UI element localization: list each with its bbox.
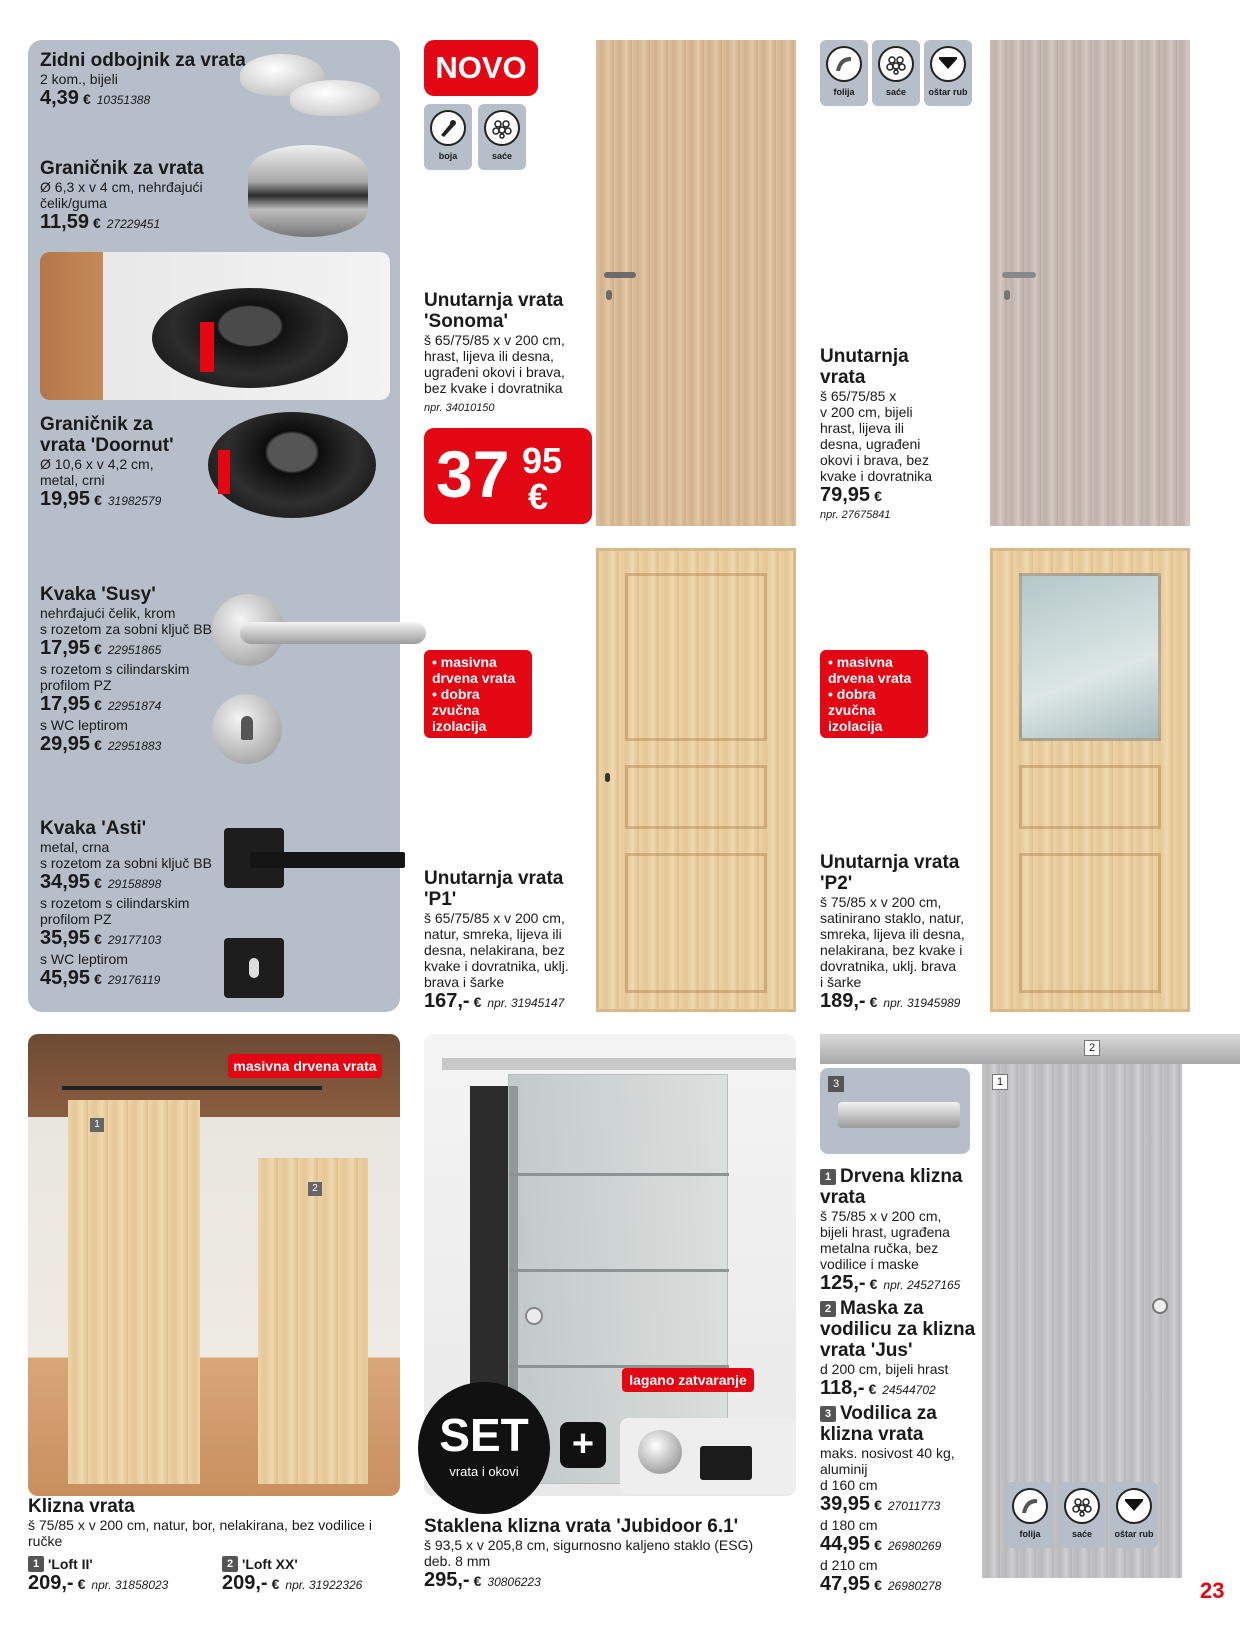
glass-handle (525, 1307, 543, 1325)
currency: € (473, 1573, 482, 1589)
product-desc: s rozetom za sobni ključ BB (40, 621, 212, 637)
doornut-photo (40, 252, 390, 400)
icon-label: oštar rub (1114, 1529, 1154, 1539)
badge-line: • masivna (432, 654, 497, 670)
price-value: 125,- (820, 1272, 866, 1294)
product-desc: š 93,5 x v 205,8 cm, sigurnosno kaljeno staklo (ESG) (424, 1537, 754, 1553)
currency: € (869, 994, 878, 1010)
honeycomb-icon (484, 110, 520, 146)
product-title: 'P2' (820, 873, 853, 894)
product-desc: okovi i brava, bez (820, 452, 929, 468)
product-title: Graničnik za vrata (40, 158, 204, 179)
honeycomb-icon (1064, 1488, 1100, 1524)
product-desc: bez kvake i dovratnika (424, 380, 563, 396)
sharp-edge-icon (1116, 1488, 1152, 1524)
image-label: 2 (308, 1182, 322, 1196)
product-desc: Ø 6,3 x v 4 cm, nehrđajući (40, 179, 203, 195)
product-desc: i šarke (820, 974, 862, 990)
sace-feature (872, 40, 920, 106)
article-code: npr. 31858023 (91, 1578, 169, 1592)
handle-susy-image (240, 622, 426, 644)
currency: € (869, 1276, 878, 1292)
product-desc: desna, ugrađeni (820, 436, 921, 452)
product-desc: aluminij (820, 1461, 868, 1477)
badge-line: izolacija (432, 718, 487, 734)
article-code: 31982579 (107, 494, 162, 508)
ostar-rub-feature (924, 40, 972, 106)
keyhole-icon (1004, 290, 1010, 300)
currency: € (528, 476, 549, 517)
foil-icon (826, 46, 862, 82)
keyhole-icon (605, 773, 610, 782)
currency: € (874, 488, 882, 504)
article-code: npr. 24527165 (883, 1278, 961, 1292)
article-code: 30806223 (487, 1575, 541, 1589)
glass-stripe (509, 1269, 729, 1272)
product-title: vodilicu za klizna (820, 1319, 976, 1340)
price-value: 35,95 (40, 927, 91, 949)
barn-door-photo (28, 1034, 400, 1496)
folija-feature (820, 40, 868, 106)
product-title: Klizna vrata (28, 1496, 135, 1517)
product-title: Unutarnja vrata (424, 290, 564, 311)
icon-label: oštar rub (928, 87, 968, 97)
article-code: npr. 31945147 (487, 996, 565, 1010)
product-title: 'P1' (424, 889, 457, 910)
door-panel (625, 853, 767, 993)
product-title: Kvaka 'Susy' (40, 584, 156, 605)
honeycomb-icon (878, 46, 914, 82)
currency: € (94, 492, 102, 508)
price-value: 209,- (222, 1572, 268, 1594)
product-price (40, 488, 220, 512)
p1-door-image (596, 548, 796, 1012)
product-desc: metal, crni (40, 472, 105, 488)
hardware-guide (700, 1446, 752, 1480)
product-title: Unutarnja (820, 346, 909, 367)
icon-label: saće (491, 151, 513, 161)
p2-door-image (990, 548, 1190, 1012)
product-desc: ugrađeni okovi i brava, (424, 364, 565, 380)
product-desc: š 65/75/85 x (820, 388, 897, 404)
price-value: 44,95 (820, 1533, 871, 1555)
sonoma-door-image (596, 40, 796, 526)
price-value: 209,- (28, 1572, 74, 1594)
product-desc: š 65/75/85 x v 200 cm, (424, 332, 565, 348)
doornut-red-band (218, 450, 230, 494)
glass-stripe (509, 1173, 729, 1176)
badge-line: • dobra zvučna (828, 686, 876, 718)
loft-xx-door (258, 1158, 368, 1484)
product-title: Unutarnja vrata (820, 852, 960, 873)
variant-length: d 160 cm (820, 1477, 878, 1493)
product-title: 'Sonoma' (424, 311, 508, 332)
product-desc: d 200 cm, bijeli hrast (820, 1361, 949, 1377)
hardware-knob (638, 1430, 682, 1474)
set-subtext: vrata i okovi (449, 1464, 519, 1479)
product-price (424, 990, 604, 1014)
option-title: 'Loft II' (48, 1556, 93, 1572)
guide-rail-piece (838, 1102, 960, 1128)
currency: € (94, 697, 102, 713)
set-text: SET (439, 1409, 529, 1461)
door-panel (1019, 853, 1161, 993)
solid-wood-badge: masivna drvena vrata (228, 1054, 382, 1078)
product-desc: kvake i dovratnika, uklj. (424, 958, 569, 974)
product-desc: nelakirana, bez kvake i (820, 942, 963, 958)
currency: € (473, 994, 482, 1010)
product-door-stop (40, 158, 250, 235)
currency: € (874, 1537, 882, 1553)
keyhole-icon (241, 716, 253, 740)
satin-glass-panel (1019, 573, 1161, 741)
product-desc: š 75/85 x v 200 cm, (820, 1208, 942, 1224)
product-title: vrata (820, 1187, 866, 1208)
article-code: 26980269 (887, 1539, 942, 1553)
image-label: 1 (90, 1118, 104, 1132)
product-desc: š 65/75/85 x v 200 cm, (424, 910, 565, 926)
product-price (820, 1272, 990, 1296)
currency: € (868, 1381, 877, 1397)
badge-line: • dobra zvučna (432, 686, 480, 718)
article-code: npr. 31945989 (883, 996, 961, 1010)
sace-feature (1058, 1482, 1106, 1548)
product-price (424, 1569, 804, 1593)
product-title: Zidni odbojnik za vrata (40, 50, 246, 71)
soft-close-badge: lagano zatvaranje (622, 1368, 754, 1392)
product-desc: s rozetom za sobni ključ BB (40, 855, 212, 871)
door-panel (1019, 765, 1161, 829)
option-title: 'Loft XX' (242, 1556, 298, 1572)
product-title: Kvaka 'Asti' (40, 818, 147, 839)
product-desc: metal, crna (40, 839, 110, 855)
price-value: 19,95 (40, 488, 91, 510)
article-code: 29177103 (107, 933, 162, 947)
keyhole-icon (606, 290, 612, 300)
product-price (820, 1533, 990, 1557)
option-name (222, 1556, 412, 1572)
guide-hardware-image (820, 1068, 970, 1154)
currency: € (82, 91, 91, 107)
icon-label: folija (1019, 1529, 1041, 1539)
price-value: 17,95 (40, 693, 91, 715)
variant-length: d 180 cm (820, 1517, 878, 1533)
badge-line: • masivna (828, 654, 893, 670)
product-desc: čelik/guma (40, 195, 107, 211)
bumper-image (290, 80, 380, 116)
price-value: 118,- (820, 1377, 865, 1399)
price-decimals: 95 (522, 440, 563, 481)
product-desc: hrast, lijeva ili desna, (424, 348, 554, 364)
product-desc: kvake i dovratnika (820, 468, 933, 484)
door-stop-image (248, 145, 368, 237)
product-desc: s rozetom s cilindarskim (40, 661, 190, 677)
sace-feature (478, 104, 526, 170)
currency: € (94, 737, 102, 753)
product-desc: bijeli hrast, ugrađena (820, 1224, 950, 1240)
price-value: 29,95 (40, 733, 91, 755)
product-price (820, 1573, 990, 1597)
keyhole-icon (249, 958, 259, 978)
product-wooden-sliding (820, 1166, 990, 1597)
article-code: 29158898 (107, 877, 162, 891)
product-desc: maks. nosivost 40 kg, (820, 1445, 955, 1461)
barn-rail (62, 1086, 322, 1090)
plus-icon: + (560, 1422, 606, 1468)
option-number: 1 (28, 1556, 44, 1572)
product-desc: š 75/85 x v 200 cm, natur, bor, nelakirana, bez vodilice i (28, 1517, 372, 1533)
image-label: 2 (1084, 1040, 1100, 1056)
product-desc: š 75/85 x v 200 cm, (820, 894, 942, 910)
currency: € (874, 1577, 882, 1593)
doornut-red-band (200, 322, 214, 372)
product-p2 (820, 852, 1000, 1014)
price-value: 34,95 (40, 871, 91, 893)
door-panel (625, 765, 767, 829)
article-code: 29176119 (107, 973, 161, 987)
product-doornut (40, 414, 220, 512)
page-number: 23 (1200, 1578, 1225, 1603)
foil-icon (1012, 1488, 1048, 1524)
article-code: npr. 27675841 (820, 509, 891, 521)
article-code: npr. 34010150 (424, 402, 495, 414)
product-desc: brava i šarke (424, 974, 505, 990)
product-desc: desna, nelakirana, bez (424, 942, 565, 958)
ostar-rub-feature (1110, 1482, 1158, 1548)
image-label: 3 (828, 1076, 844, 1092)
article-code: npr. 31922326 (285, 1578, 363, 1592)
price-value: 47,95 (820, 1573, 871, 1595)
item-number: 3 (820, 1406, 836, 1422)
loft-ii-door (68, 1100, 200, 1484)
price-value: 17,95 (40, 637, 91, 659)
product-desc: natur, smreka, lijeva ili (424, 926, 562, 942)
sonoma-price-badge (424, 428, 592, 524)
folija-feature (1006, 1482, 1054, 1548)
white-oak-door-image (990, 40, 1190, 526)
badge-line: drvena vrata (828, 670, 912, 686)
product-title (820, 1403, 990, 1424)
icon-label: saće (1071, 1529, 1093, 1539)
option-loft-xx (222, 1556, 412, 1596)
product-desc: metalna ručka, bez (820, 1240, 939, 1256)
product-title: Unutarnja vrata (424, 868, 564, 889)
currency: € (92, 215, 101, 231)
item-number: 2 (820, 1301, 836, 1317)
item-title: Maska za (840, 1298, 924, 1319)
product-desc: profilom PZ (40, 911, 112, 927)
icon-label: folija (833, 87, 855, 97)
product-desc: hrast, lijeva ili (820, 420, 905, 436)
sliding-rail-mask-image (820, 1034, 1240, 1064)
key-rosette-image (212, 694, 282, 764)
product-price (820, 1377, 990, 1401)
currency: € (874, 1497, 882, 1513)
product-title: Staklena klizna vrata 'Jubidoor 6.1' (424, 1516, 739, 1537)
doornut-image (152, 288, 348, 388)
novo-badge: NOVO (424, 40, 538, 96)
article-code: 27011773 (887, 1499, 941, 1513)
asti-handle-image (250, 852, 405, 868)
door-panel (625, 573, 767, 741)
product-sonoma (424, 290, 604, 416)
product-desc: s WC leptirom (40, 951, 128, 967)
currency: € (94, 875, 102, 891)
boja-feature (424, 104, 472, 170)
product-barn-door (28, 1496, 400, 1549)
currency: € (94, 971, 102, 987)
currency: € (77, 1576, 86, 1592)
badge-line: izolacija (828, 718, 883, 734)
product-price (40, 87, 280, 111)
set-badge (418, 1382, 550, 1514)
article-code: 10351388 (96, 93, 151, 107)
product-title: klizna vrata (820, 1424, 924, 1445)
product-white-oak (820, 346, 980, 523)
product-title: vrata (820, 367, 866, 388)
article-code: 22951874 (107, 699, 162, 713)
product-desc: nehrđajući čelik, krom (40, 605, 176, 621)
item-title: Drvena klizna (840, 1166, 963, 1187)
option-loft-ii (28, 1556, 218, 1596)
price-value: 189,- (820, 990, 866, 1012)
price-value: 39,95 (820, 1493, 871, 1515)
item-title: Vodilica za (840, 1403, 937, 1424)
product-desc: satinirano staklo, natur, (820, 910, 964, 926)
product-desc: deb. 8 mm (424, 1553, 491, 1569)
door-handle (1152, 1298, 1168, 1314)
product-title: vrata 'Doornut' (40, 435, 174, 456)
product-desc: dovratnika, uklj. brava (820, 958, 957, 974)
product-price (820, 484, 980, 507)
product-desc: s rozetom s cilindarskim (40, 895, 190, 911)
price-value: 295,- (424, 1569, 470, 1591)
currency: € (94, 641, 102, 657)
price-value: 167,- (424, 990, 470, 1012)
article-code: 22951865 (107, 643, 162, 657)
product-price (222, 1572, 412, 1596)
option-name (28, 1556, 218, 1572)
doornut-image (208, 412, 376, 518)
soft-close-hardware-image (620, 1418, 796, 1494)
price-value: 45,95 (40, 967, 91, 989)
product-desc: v 200 cm, bijeli (820, 404, 913, 420)
image-label: 1 (992, 1074, 1008, 1090)
price-value: 4,39 (40, 87, 79, 109)
badge-line: drvena vrata (432, 670, 516, 686)
item-number: 1 (820, 1169, 836, 1185)
product-desc: Ø 10,6 x v 4,2 cm, (40, 456, 154, 472)
product-desc: s WC leptirom (40, 717, 128, 733)
article-code: 27229451 (106, 217, 161, 231)
door-handle (604, 272, 636, 278)
icon-label: boja (438, 151, 458, 161)
solid-wood-badge (424, 650, 532, 738)
article-code: 26980278 (887, 1579, 942, 1593)
option-number: 2 (222, 1556, 238, 1572)
product-glass-door (424, 1516, 804, 1593)
sharp-edge-icon (930, 46, 966, 82)
product-desc: profilom PZ (40, 677, 112, 693)
product-desc: smreka, lijeva ili desna, (820, 926, 965, 942)
paint-brush-icon (430, 110, 466, 146)
asti-key-rosette-image (224, 938, 284, 998)
solid-wood-badge (820, 650, 928, 738)
product-desc: vodilice i maske (820, 1256, 919, 1272)
product-title (820, 1298, 990, 1319)
product-price (820, 990, 1000, 1014)
glass-door-rail (442, 1058, 796, 1070)
currency: € (271, 1576, 280, 1592)
article-code: 22951883 (107, 739, 162, 753)
product-p1 (424, 868, 604, 1014)
price-value: 11,59 (40, 211, 89, 233)
product-price (820, 1493, 990, 1517)
product-desc: ručke (28, 1533, 63, 1549)
product-title: Graničnik za (40, 414, 153, 435)
door-handle (1002, 272, 1036, 278)
price-main: 37 (436, 437, 510, 511)
price-value: 79,95 (820, 484, 871, 506)
article-code: 24544702 (882, 1383, 936, 1397)
icon-label: saće (885, 87, 907, 97)
product-title: vrata 'Jus' (820, 1340, 913, 1361)
product-price (28, 1572, 218, 1596)
product-title (820, 1166, 990, 1187)
product-price (40, 211, 250, 235)
currency: € (94, 931, 102, 947)
product-desc: 2 kom., bijeli (40, 71, 118, 87)
variant-length: d 210 cm (820, 1557, 878, 1573)
